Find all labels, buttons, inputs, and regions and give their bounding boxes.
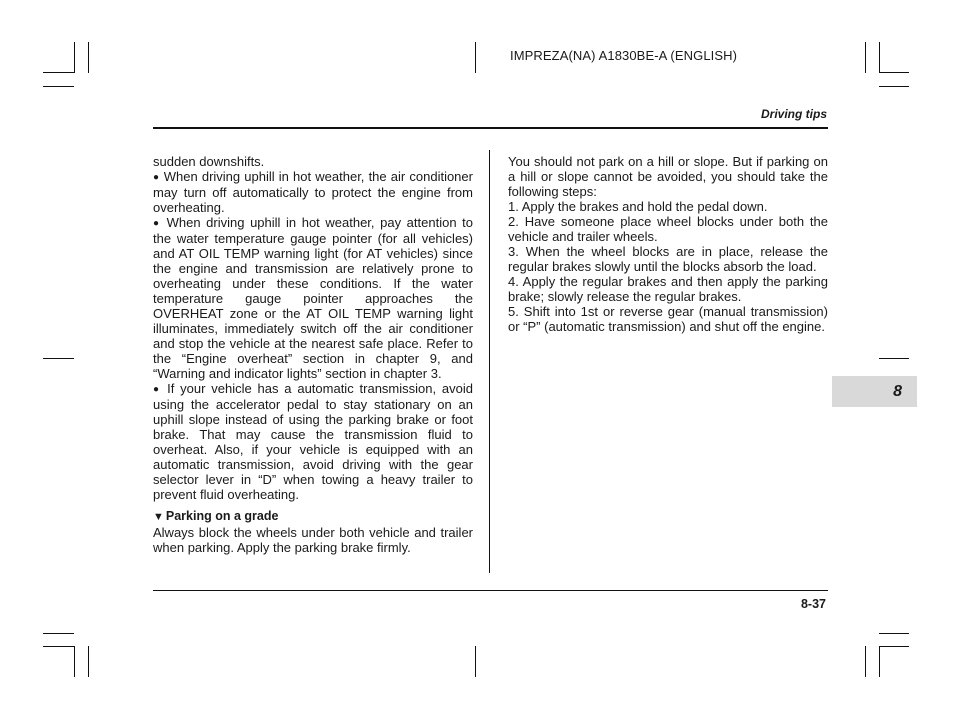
crop-mark xyxy=(879,646,909,647)
crop-mark xyxy=(43,633,74,634)
header-rule xyxy=(153,127,828,129)
crop-mark xyxy=(74,42,75,73)
footer-rule xyxy=(153,590,828,591)
left-column xyxy=(153,154,473,555)
crop-mark xyxy=(43,86,74,87)
bullet-item xyxy=(153,215,473,381)
column-divider xyxy=(489,150,490,573)
bullet-icon: ● xyxy=(153,218,162,229)
bullet-icon: ● xyxy=(153,384,162,395)
crop-mark xyxy=(43,358,74,359)
document-id: IMPREZA(NA) A1830BE-A (ENGLISH) xyxy=(510,48,738,63)
bullet-text: When driving uphill in hot weather, the air conditioner may turn off automatically to protect the engine from overheating. xyxy=(153,169,473,215)
crop-mark xyxy=(475,646,476,677)
crop-mark xyxy=(475,42,476,73)
paragraph: Always block the wheels under both vehicle and trailer when parking. Apply the parking brake firmly. xyxy=(153,525,473,555)
crop-mark xyxy=(879,42,880,73)
list-item: 4. Apply the regular brakes and then apply the parking brake; slowly release the regular brakes. xyxy=(508,274,828,304)
crop-mark xyxy=(879,72,909,73)
crop-mark xyxy=(865,646,866,677)
subheading xyxy=(153,509,473,525)
right-column xyxy=(508,154,828,334)
crop-mark xyxy=(865,42,866,73)
list-item: 1. Apply the brakes and hold the pedal down. xyxy=(508,199,768,214)
crop-mark xyxy=(879,358,909,359)
bullet-text: If your vehicle has a automatic transmission, avoid using the accelerator pedal to stay stationary on an uphill slope instead of using the parking brake or foot brake. That may cause the transmission fluid to overheat. Also, if your vehicle is equipped with an automatic transmission, avoid driving with the gear selector lever in “D” when towing a heavy trailer to prevent fluid overheating. xyxy=(153,381,473,502)
list-item: 2. Have someone place wheel blocks under both the vehicle and trailer wheels. xyxy=(508,214,828,244)
paragraph: sudden downshifts. xyxy=(153,154,265,169)
crop-mark xyxy=(879,86,909,87)
page-number: 8-37 xyxy=(800,597,826,611)
subheading-text: Parking on a grade xyxy=(165,509,279,523)
crop-mark xyxy=(43,72,74,73)
chapter-tab: 8 xyxy=(832,376,917,407)
crop-mark xyxy=(74,646,75,677)
list-item: 5. Shift into 1st or reverse gear (manual transmission) or “P” (automatic transmission) and shut off the engine. xyxy=(508,304,828,334)
bullet-text: When driving uphill in hot weather, pay attention to the water temperature gauge pointer (for all vehicles) and AT OIL TEMP warning light (for AT vehicles) since the engine and transmission are relatively prone to overheating under these conditions. If the water temperature gauge pointer approaches the OVERHEAT zone or the AT OIL TEMP warning light illuminates, immediately switch off the air conditioner and stop the vehicle at the nearest safe place. Refer to the “Engine overheat” section in chapter 9, and “Warning and indicator lights” section in chapter 3. xyxy=(153,215,473,381)
section-title: Driving tips xyxy=(760,107,827,121)
crop-mark xyxy=(879,646,880,677)
bullet-item xyxy=(153,381,473,502)
crop-mark xyxy=(88,646,89,677)
triangle-down-icon: ▼ xyxy=(153,511,164,523)
crop-mark xyxy=(43,646,74,647)
crop-mark xyxy=(88,42,89,73)
crop-mark xyxy=(879,633,909,634)
paragraph: You should not park on a hill or slope. But if parking on a hill or slope cannot be avoided, you should take the following steps: xyxy=(508,154,828,199)
bullet-icon: ● xyxy=(153,172,160,183)
list-item: 3. When the wheel blocks are in place, release the regular brakes slowly until the blocks absorb the load. xyxy=(508,244,828,274)
bullet-item xyxy=(153,169,473,215)
